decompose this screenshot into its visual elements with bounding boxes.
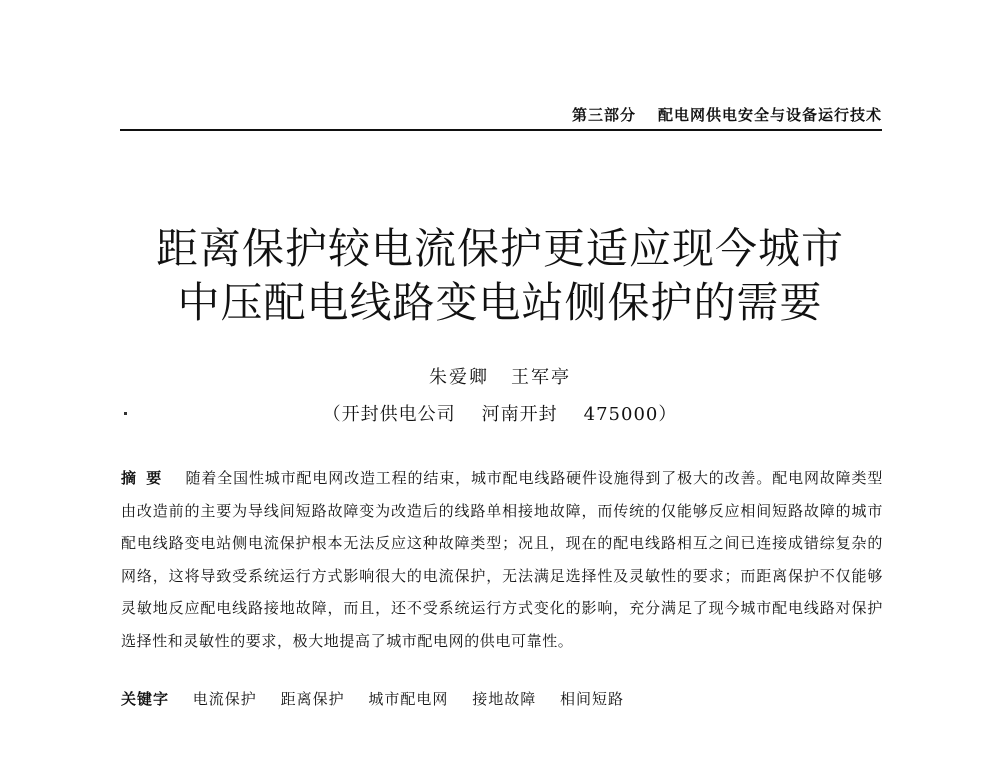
paper-title <box>60 222 940 330</box>
abstract <box>121 462 883 657</box>
affiliation-open: （ <box>322 404 342 425</box>
header-rule <box>120 129 882 131</box>
affiliation <box>0 400 1000 426</box>
keyword-item: 城市配电网 <box>368 690 449 708</box>
keyword-item: 相间短路 <box>559 690 624 708</box>
title-line-1: 距离保护较电流保护更适应现今城市 <box>155 224 844 273</box>
keyword-item: 距离保护 <box>280 690 345 708</box>
running-header <box>120 104 882 125</box>
author-1: 朱爱卿 <box>429 367 489 388</box>
abstract-label: 摘要 <box>121 469 172 487</box>
header-part: 第三部分 <box>571 106 636 124</box>
scan-speck <box>124 412 127 415</box>
abstract-text: 随着全国性城市配电网改造工程的结束，城市配电线路硬件设施得到了极大的改善。配电网故障类型由改造前的主要为导线间短路故障变为改造后的线路单相接地故障，而传统的仅能够反应相间短路故障的城市配电线路变电站侧电流保护根本无法反应这种故障类型；况且，现在的配电线路相互之间已连接成错综复杂的网络，这将导致受系统运行方式影响很大的电流保护，无法满足选择性及灵敏性的要求；而距离保护不仅能够灵敏地反应配电线路接地故障，而且，还不受系统运行方式变化的影响，充分满足了现今城市配电线路对保护选择性和灵敏性的要求，极大地提高了城市配电网的供电可靠性。 <box>121 469 883 650</box>
keywords-label: 关键字 <box>121 690 170 708</box>
authors <box>0 363 1000 389</box>
affiliation-org: 开封供电公司 <box>341 404 456 425</box>
title-line-2: 中压配电线路变电站侧保护的需要 <box>177 278 823 327</box>
header-section: 配电网供电安全与设备运行技术 <box>657 106 882 124</box>
author-2: 王军亭 <box>511 367 571 388</box>
keyword-item: 电流保护 <box>192 690 257 708</box>
affiliation-close: ） <box>658 404 678 425</box>
keywords <box>121 688 883 709</box>
affiliation-postcode: 475000 <box>583 404 659 425</box>
affiliation-place: 河南开封 <box>481 404 558 425</box>
keyword-item: 接地故障 <box>472 690 537 708</box>
